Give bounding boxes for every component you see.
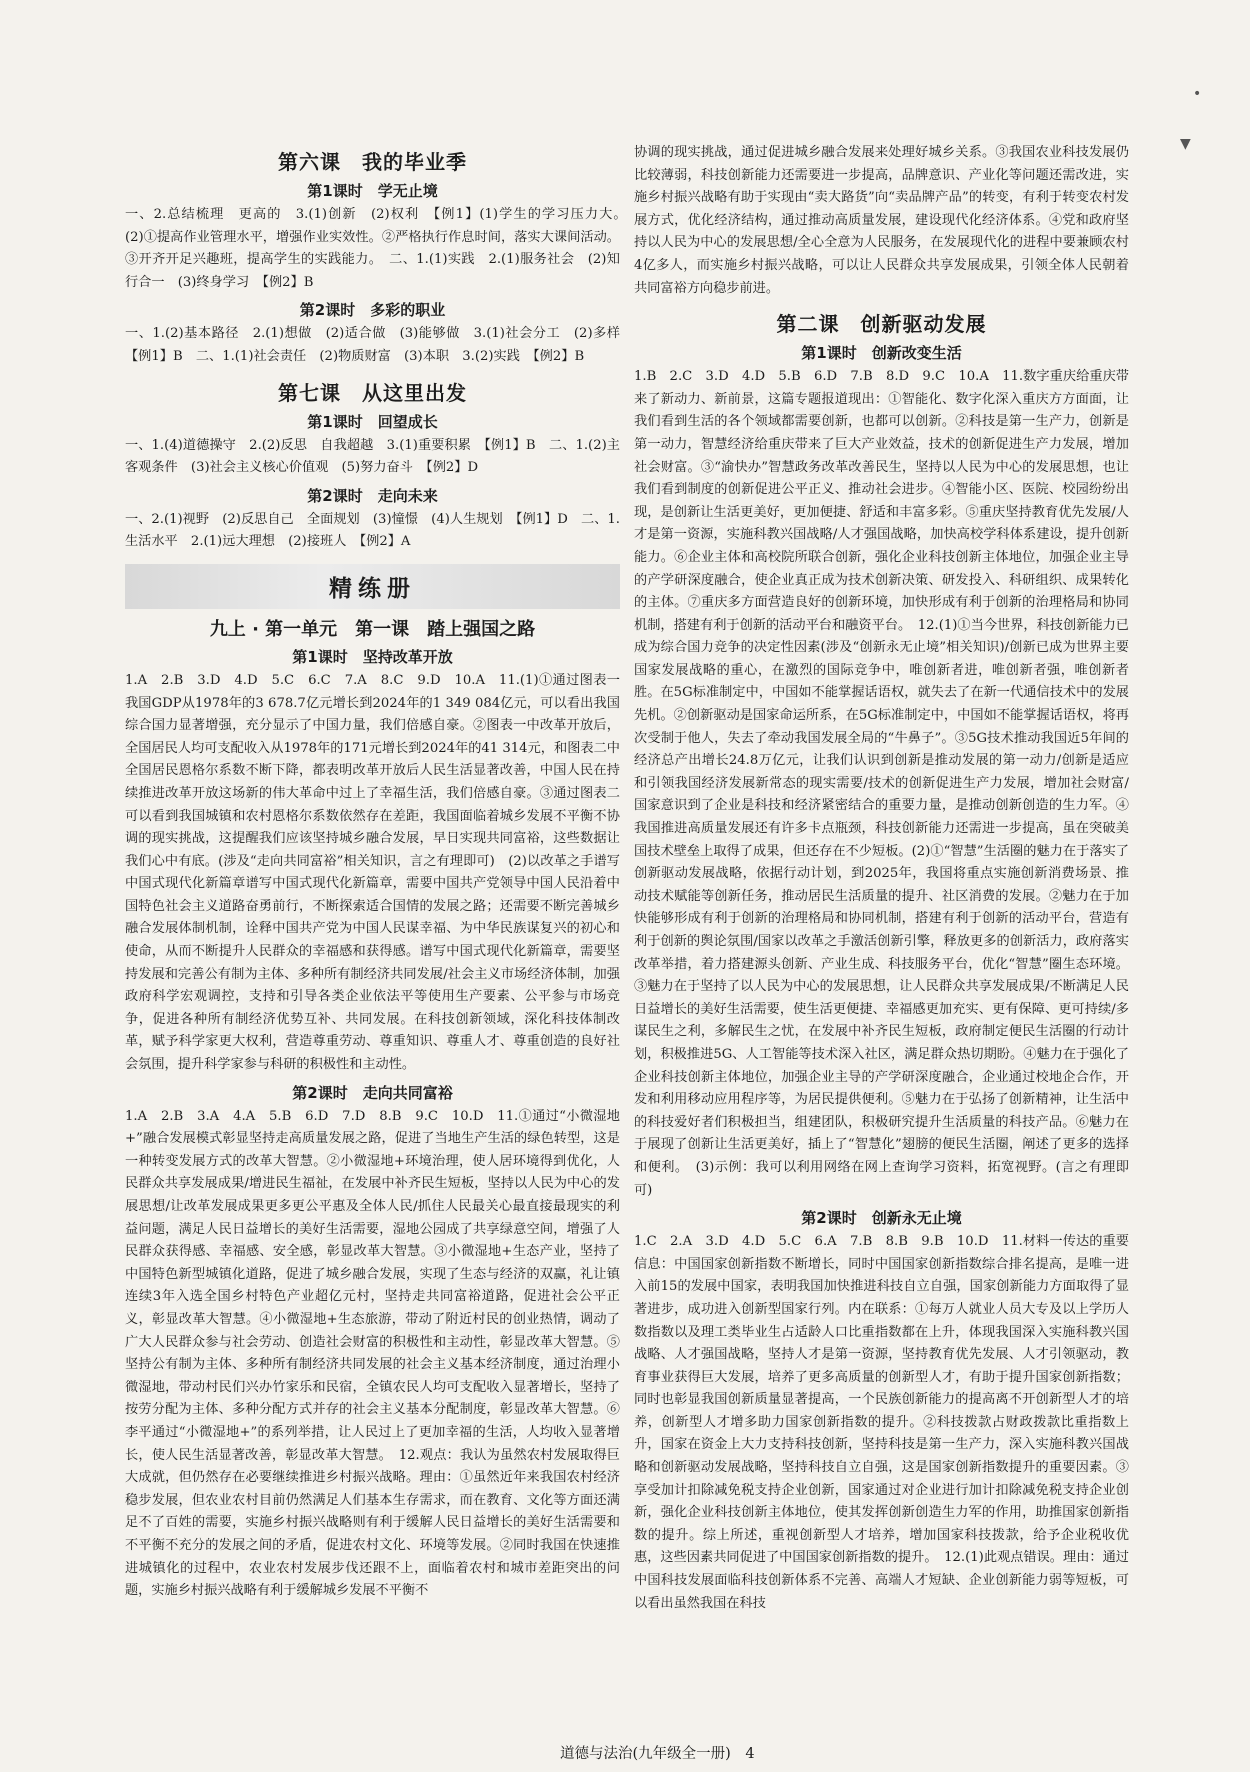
period-title: 第2课时 走向共同富裕 xyxy=(292,1083,453,1102)
period-title: 第2课时 走向未来 xyxy=(307,486,438,505)
corner-mark: ▼ xyxy=(1180,136,1191,152)
answer-text: 1.A 2.B 3.D 4.D 5.C 6.C 7.A 8.C 9.D 10.A 11.(1)①通过图表一我国GDP从1978年的3 678.7亿元增长到2024年的1 349 084亿元，可以看出我国综合国力显著增强，充分显示了中国力量，我们倍感自豪。②图表一中改革开放后，全国居民人均可支配收入从1978年的171元增长到2024年的41 314元，和图表二中全国居民恩格尔系数不断下降，都表明改革开放后人民生活显著改善，中国人民在持续推进改革开放这场新的伟大革命中过上了幸福生活，我们倍感自豪。③通过图表二可以看到我国城镇和农村恩格尔系数依然存在差距，我国面临着城乡发展不平衡不协调的现实挑战，这提醒我们应该坚持城乡融合发展，早日实现共同富裕，这些数据让我们心中有底。(涉及“走向共同富裕”相关知识，言之有理即可) (2)以改革之手谱写中国式现代化新篇章谱写中国式现代化新篇章，需要中国共产党领导中国人民沿着中国特色社会主义道路奋勇前行，不断探索适合国情的发展之路；还需要不断完善城乡融合发展体制机制，诠释中国共产党为中国人民谋幸福、为中华民族谋复兴的初心和使命，从而不断提升人民群众的幸福感和获得感。谱写中国式现代化新篇章，需要坚持发展和完善公有制为主体、多种所有制经济共同发展/社会主义市场经济体制，加强政府科学宏观调控，支持和引导各类企业依法平等使用生产要素、公平参与市场竞争，促进各种所有制经济优势互补、共同发展。在科技创新领域，深化科技体制改革，赋予科学家更大权利，营造尊重劳动、尊重知识、尊重人才、尊重创造的良好社会氛围，提升科学家参与科研的积极性和主动性。 xyxy=(125,672,620,1073)
period-title: 第1课时 回望成长 xyxy=(307,412,438,431)
period-title: 第1课时 创新改变生活 xyxy=(801,344,962,363)
answer-text: 一、2.(1)视野 (2)反思自己 全面规划 (3)憧憬 (4)人生规划 【例1】D 二、1.生活水平 2.(1)远大理想 (2)接班人 【例2】A xyxy=(125,511,620,550)
answer-text: 1.A 2.B 3.A 4.A 5.B 6.D 7.D 8.B 9.C 10.D 11.①通过“小微湿地+”融合发展模式彰显坚持走高质量发展之路，促进了当地生产生活的绿色转型，这是一种转变发展方式的改革大智慧。②小微湿地+环境治理，使人居环境得到优化，人民群众共享发展成果/增进民生福祉，在发展中补齐民生短板，坚持以人民为中心的发展思想/让改革发展成果更多更公平惠及全体人民/抓住人民最关心最直接最现实的利益问题，满足人民日益增长的美好生活需要，湿地公园成了共享绿意空间，增强了人民群众获得感、幸福感、安全感，彰显改革大智慧。③小微湿地+生态产业，坚持了中国特色新型城镇化道路，促进了城乡融合发展，实现了生态与经济的双赢，礼让镇连续3年入选全国乡村特色产业超亿元村，坚持走共同富裕道路，促进社会公平正义，彰显改革大智慧。④小微湿地+生态旅游，带动了附近村民的创业热情，调动了广大人民群众参与社会劳动、创造社会财富的积极性和主动性，彰显改革大智慧。⑤坚持公有制为主体、多种所有制经济共同发展的社会主义基本经济制度，通过治理小微湿地，带动村民们兴办竹家乐和民宿，全镇农民人均可支配收入显著增长，坚持了按劳分配为主体、多种分配方式并存的社会主义基本分配制度，彰显改革大智慧。⑥李平通过“小微湿地+”的系列举措，让人民过上了更加幸福的生活，人均收入显著增长，使人民生活显著改善，彰显改革大智慧。 12.观点：我认为虽然农村发展取得巨大成就，但仍然存在必要继续推进乡村振兴战略。理由：①虽然近年来我国农村经济稳步发展，但农业农村目前仍然满足人们基本生存需求，而在教育、文化等方面还满足不了百姓的需要，实施乡村振兴战略则有利于缓解人民日益增长的美好生活需要和不平衡不充分的发展之间的矛盾，促进农村文化、环境等发展。②同时我国在快速推进城镇化的过程中，农业农村发展步伐还跟不上，面临着农村和城市差距突出的问题，实施乡村振兴战略有利于缓解城乡发展不平衡不 xyxy=(125,1108,620,1599)
lesson-title: 第七课 从这里出发 xyxy=(278,380,467,405)
right-column xyxy=(634,142,1129,1615)
period-title: 第2课时 多彩的职业 xyxy=(299,301,446,320)
answer-text: 一、1.(2)基本路径 2.(1)想做 (2)适合做 (3)能够做 3.(1)社会分工 (2)多样 【例1】B 二、1.(1)社会责任 (2)物质财富 (3)本职 3.(2)实践 【例2】B xyxy=(125,326,634,364)
unit-title: 九上 · 第一单元 第一课 踏上强国之路 xyxy=(209,618,536,640)
left-column xyxy=(125,138,634,1603)
lesson-title: 第二课 创新驱动发展 xyxy=(776,312,987,337)
answer-text: 协调的现实挑战，通过促进城乡融合发展来处理好城乡关系。③我国农业科技发展仍比较薄弱，科技创新能力还需要进一步提高，品牌意识、产业化等问题还需改进，实施乡村振兴战略有助于实现由“卖大路货”向“卖品牌产品”的转变，有利于转变农村发展方式，优化经济结构，通过推动高质量发展，建设现代化经济体系。④党和政府坚持以人民为中心的发展思想/全心全意为人民服务，在发展现代化的进程中要兼顾农村4亿多人，而实施乡村振兴战略，可以让人民群众共享发展成果，引领全体人民朝着共同富裕方向稳步前进。 xyxy=(634,145,1129,296)
section-banner: 精练册 xyxy=(125,564,620,609)
answer-text: 1.B 2.C 3.D 4.D 5.B 6.D 7.B 8.D 9.C 10.A 11.数字重庆给重庆带来了新动力、新前景，这篇专题报道现出：①智能化、数字化深入重庆方方面面，让我们看到生活的各个领域都需要创新，也都可以创新。②科技是第一生产力，创新是第一动力，智慧经济给重庆带来了巨大产业效益，技术的创新促进生产力发展，增加社会财富。③“渝快办”智慧政务改革改善民生，坚持以人民为中心的发展思想，也让我们看到制度的创新促进公平正义、推动社会进步。④智能小区、医院、校园纷纷出现，是创新让生活更美好，更加便捷、舒适和丰富多彩。⑤重庆坚持教育优先发展/人才是第一资源，实施科教兴国战略/人才强国战略，加快高校学科体系建设，提升创新能力。⑥企业主体和高校院所联合创新，强化企业科技创新主体地位，加强企业主导的产学研深度融合，使企业真正成为技术创新决策、研发投入、科研组织、成果转化的主体。⑦重庆多方面营造良好的创新环境，加快形成有利于创新的治理格局和协同机制，搭建有利于创新的活动平台和融资平台。 12.(1)①当今世界，科技创新能力已成为综合国力竞争的决定性因素(涉及“创新永无止境”相关知识)/创新已成为世界主要国家发展战略的重心，在激烈的国际竞争中，唯创新者进，唯创新者强，唯创新者胜。在5G标准制定中，中国如不能掌握话语权，就失去了在新一代通信技术中的发展先机。②创新驱动是国家命运所系，在5G标准制定中，中国如不能掌握话语权，将再次受制于他人，失去了牵动我国发展全局的“牛鼻子”。③5G技术推动我国近5年间的经济总产出增长24.8万亿元，让我们认识到创新是推动发展的第一动力/创新是适应和引领我国经济发展新常态的现实需要/技术的创新促进生产力发展，增加社会财富/国家意识到了企业是科技和经济紧密结合的重要力量，是推动创新创造的生力军。④我国推进高质量发展还有许多卡点瓶颈，科技创新能力还需进一步提高，虽在突破美国技术壁垒上取得了成果，但还存在不少短板。(2)①“智慧”生活圈的魅力在于落实了创新驱动发展战略，依据行动计划，到2025年，我国将重点实施创新消费场景、推动技术赋能等创新任务，推动居民生活质量的提升、社区消费的发展。②魅力在于加快能够形成有利于创新的治理格局和协同机制，搭建有利于创新的活动平台，营造有利于创新的舆论氛围/国家以改革之手激活创新引擎，释放更多的创新活力，政府落实改革举措，着力搭建源头创新、产业生成、科技服务平台，优化“智慧”圈生态环境。③魅力在于坚持了以人民为中心的发展思想，让人民群众共享发展成果/不断满足人民日益增长的美好生活需要，使生活更便捷、幸福感更加充实、更有保障、更可持续/多谋民生之利，多解民生之忧，在发展中补齐民生短板，政府制定便民生活圈的行动计划，积极推进5G、人工智能等技术深入社区，满足群众热切期盼。④魅力在于强化了企业科技创新主体地位，加强企业主导的产学研深度融合，企业通过校地企合作，开发和利用移动应用程序等，为居民提供便利。⑤魅力在于弘扬了创新精神，让生活中的科技爱好者们积极担当，组建团队，积极研究提升生活质量的科技产品。⑥魅力在于展现了创新让生活更美好，插上了“智慧化”翅膀的便民生活圈，阐述了更多的选择和便利。 (3)示例：我可以利用网络在网上查询学习资料，拓宽视野。(言之有理即可) xyxy=(634,369,1129,1198)
period-title: 第1课时 学无止境 xyxy=(307,182,438,200)
period-title: 第1课时 坚持改革开放 xyxy=(292,647,453,666)
period-title: 第2课时 创新永无止境 xyxy=(801,1209,962,1228)
page-footer: 道德与法治(九年级全一册) 4 xyxy=(560,1746,755,1762)
lesson-title: 第六课 我的毕业季 xyxy=(278,150,467,174)
corner-mark: • xyxy=(1193,86,1202,102)
answer-text: 1.C 2.A 3.D 4.D 5.C 6.A 7.B 8.B 9.B 10.D 11.材料一传达的重要信息：中国国家创新指数不断增长，同时中国国家创新指数综合排名提高，是唯一进入前15的发展中国家，表明我国加快推进科技自立自强，国家创新能力方面取得了显著进步，成功进入创新型国家行列。内在联系：①每万人就业人员大专及以上学历人数指数以及理工类毕业生占适龄人口比重指数都在上升，体现我国深入实施科教兴国战略、人才强国战略，坚持人才是第一资源，坚持教育优先发展、人才引领驱动，教育事业获得巨大发展，培养了更多高质量的创新型人才，有助于提升国家创新指数；同时也彰显我国创新质量显著提高，一个民族创新能力的提高离不开创新型人才的培养，创新型人才增多助力国家创新指数的提升。②科技拨款占财政拨款比重指数上升，国家在资金上大力支持科技创新，坚持科技是第一生产力，深入实施科教兴国战略和创新驱动发展战略，坚持科技自立自强，这是国家创新指数提升的重要因素。③享受加计扣除减免税支持企业创新，国家通过对企业进行加计扣除减免税支持企业创新，强化企业科技创新主体地位，使其发挥创新创造生力军的作用，助推国家创新指数的提升。综上所述，重视创新型人才培养，增加国家科技拨款，给予企业税收优惠，这些因素共同促进了中国国家创新指数的提升。 12.(1)此观点错误。理由：通过中国科技发展面临科技创新体系不完善、高端人才短缺、企业创新能力弱等短板，可以看出虽然我国在科技 xyxy=(634,1234,1129,1611)
answer-text: 一、1.(4)道德操守 2.(2)反思 自我超越 3.(1)重要积累 【例1】B 二、1.(2)主客观条件 (3)社会主义核心价值观 (5)努力奋斗 【例2】D xyxy=(125,437,620,476)
answer-text: 一、2.总结梳理 更高的 3.(1)创新 (2)权利 【例1】(1)学生的学习压力大。 (2)①提高作业管理水平，增强作业实效性。②严格执行作息时间，落实大课间活动。③开齐开足兴趣班，提高学生的实践能力。 二、1.(1)实践 2.(1)服务社会 (2)知行合一 (3)终身学习 【例2】B xyxy=(125,207,634,290)
